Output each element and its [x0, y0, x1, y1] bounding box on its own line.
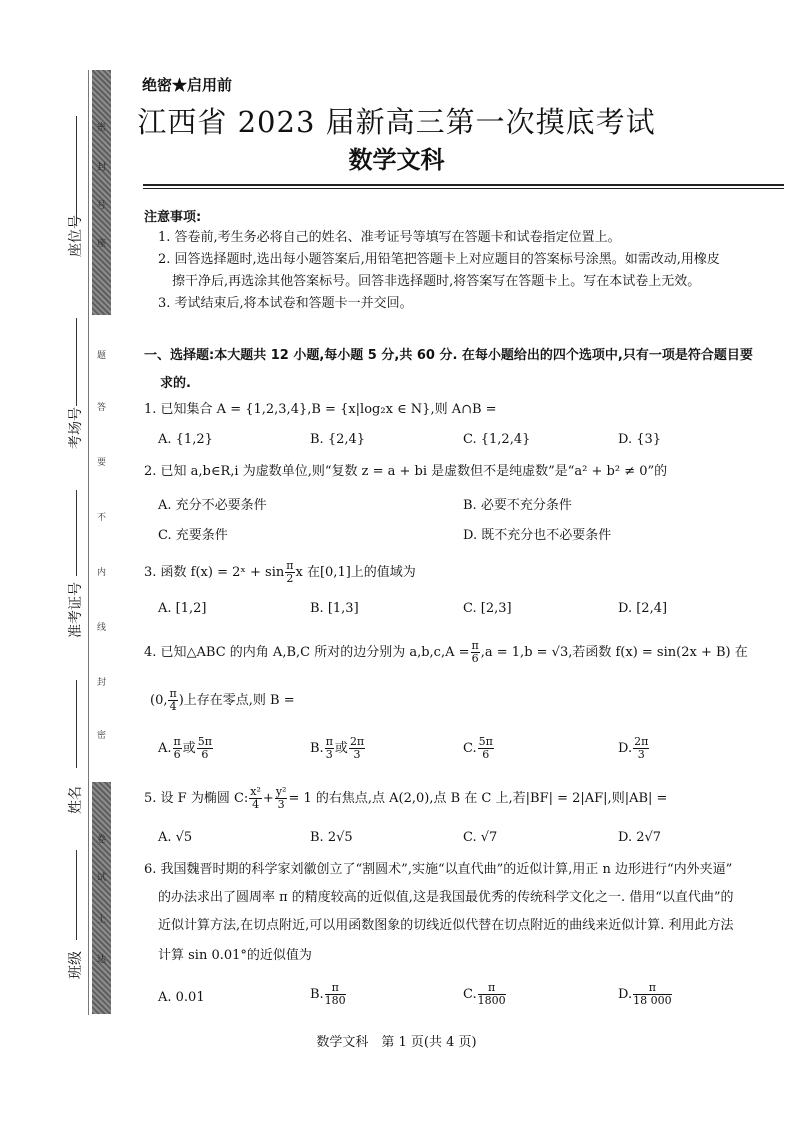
q6-option-b: [310, 982, 347, 1007]
q1-option-c: C. {1,2,4}: [463, 432, 531, 447]
q5-option-a: A. √5: [158, 830, 193, 845]
section-heading: 一、选择题:本大题共 12 小题,每小题 5 分,共 60 分. 在每小题给出的四个选项中,只有一项是符合题目要: [144, 348, 753, 363]
frac-numerator: 5π: [478, 735, 493, 748]
confidential-mark: 绝密★启用前: [142, 76, 233, 94]
name-fill-line: [76, 680, 77, 768]
seal-char: 密: [96, 123, 106, 133]
question-1-stem: 1. 已知集合 A = {1,2,3,4},B = {x|log₂x ∈ N},则 A∩B =: [144, 402, 497, 417]
option-label: B.: [310, 987, 324, 1002]
seal-char: 试: [96, 873, 106, 883]
q5-stem-part: = 1 的右焦点,点 A(2,0),点 B 在 C 上,若|BF| = 2|AF|,则|AB| =: [288, 791, 668, 806]
frac-denominator: 4: [169, 700, 177, 713]
q1-option-b: B. {2,4}: [310, 432, 366, 447]
q4-option-b: [310, 736, 366, 761]
q5-option-d: D. 2√7: [618, 830, 662, 845]
q5-plus: +: [262, 791, 274, 806]
seal-char: 卷: [96, 835, 106, 845]
q4-option-d: [618, 736, 650, 761]
exam-subject: 数学文科: [348, 145, 445, 174]
seal-char: 不: [96, 513, 106, 523]
seal-char: 题: [96, 351, 106, 361]
q2-option-b: B. 必要不充分条件: [463, 498, 572, 513]
seal-char: 封: [96, 678, 106, 688]
binding-gray-bottom: [92, 782, 111, 1014]
name-label: 姓名: [68, 786, 84, 814]
frac-numerator: π: [173, 735, 181, 748]
question-6-line: 的办法求出了圆周率 π 的精度较高的近似值,这是我国最优秀的传统科学文化之一. 借用“以直代曲”的: [158, 890, 734, 905]
frac-numerator: x²: [250, 785, 261, 798]
q3-option-a: A. [1,2]: [158, 601, 207, 616]
option-label: A. 0.01: [158, 990, 205, 1005]
q3-fraction: [285, 560, 294, 585]
seal-char: 号: [96, 201, 106, 211]
option-connector: 或: [182, 741, 196, 756]
seal-char: 内: [96, 568, 106, 578]
question-6-line: 近似计算方法,在切点附近,可以用函数图象的切线近似代替在切点附近的曲线来近似计算. 利用此方法: [158, 918, 734, 933]
q6-option-a: [158, 990, 205, 1005]
q1-option-d: D. {3}: [618, 432, 662, 447]
option-fraction: [633, 736, 649, 761]
q3-option-b: B. [1,3]: [310, 601, 359, 616]
question-3-stem: [144, 560, 416, 585]
option-label: C.: [463, 741, 477, 756]
frac-denominator: 3: [325, 748, 333, 761]
option-label: C.: [463, 987, 477, 1002]
note-item: 擦干净后,再选涂其他答案标号。回答非选择题时,将答案写在答题卡上。写在本试卷上无效。: [172, 274, 701, 289]
q4-stem-part: (0,: [150, 693, 168, 708]
seal-char: 达: [96, 955, 106, 965]
q5-fraction: [249, 786, 262, 811]
frac-numerator: 2π: [349, 735, 365, 748]
frac-denominator: 1800: [477, 994, 506, 1007]
option-connector: 或: [334, 741, 348, 756]
q5-fraction: [275, 786, 288, 811]
seat-number-label: 座位号: [68, 215, 84, 257]
frac-denominator: 3: [353, 748, 361, 761]
exam-title: 江西省 2023 届新高三第一次摸底考试: [137, 105, 656, 139]
note-item: 2. 回答选择题时,选出每小题答案后,用铅笔把答题卡上对应题目的答案标号涂黑。如需改动,用橡皮: [158, 252, 720, 267]
question-5-stem: [144, 786, 667, 811]
frac-numerator: π: [633, 982, 672, 995]
binding-line: [88, 70, 89, 1015]
question-6-line: 计算 sin 0.01°的近似值为: [158, 948, 312, 963]
option-label: B.: [310, 741, 324, 756]
q3-option-c: C. [2,3]: [463, 601, 512, 616]
option-fraction: [478, 736, 494, 761]
q5-option-c: C. √7: [463, 830, 498, 845]
q3-option-d: D. [2,4]: [618, 601, 668, 616]
question-6-line: 6. 我国魏晋时期的科学家刘徽创立了“割圆术”,实施“以直代曲”的近似计算,用正 n 边形进行“内外夹逼”: [144, 862, 733, 877]
option-fraction: [349, 736, 365, 761]
frac-denominator: 2: [286, 572, 294, 585]
q4-fraction: [471, 640, 480, 665]
frac-denominator: 6: [482, 748, 490, 761]
frac-denominator: 3: [277, 798, 285, 811]
q6-option-c: [463, 982, 507, 1007]
option-label: A.: [158, 741, 172, 756]
exam-room-label: 考场号: [68, 407, 84, 449]
option-fraction: [325, 982, 346, 1007]
page-footer: 数学文科 第 1 页(共 4 页): [316, 1035, 477, 1050]
seal-char: 密: [96, 731, 106, 741]
q2-option-c: C. 充要条件: [158, 528, 228, 543]
header-rule: [143, 184, 784, 186]
frac-numerator: π: [325, 982, 346, 995]
question-4-stem: [144, 640, 748, 665]
frac-denominator: 180: [324, 994, 346, 1007]
notes-heading: 注意事项:: [144, 210, 202, 225]
option-fraction: [173, 736, 182, 761]
q6-option-d: [618, 982, 673, 1007]
q5-stem-part: 5. 设 F 为椭圆 C:: [144, 791, 249, 806]
option-fraction: [478, 982, 506, 1007]
seal-char: 答: [96, 403, 106, 413]
q4-stem-part: )上存在零点,则 B =: [178, 693, 295, 708]
q5-option-b: B. 2√5: [310, 830, 353, 845]
option-label: D.: [618, 987, 633, 1002]
q2-option-a: A. 充分不必要条件: [158, 498, 267, 513]
frac-numerator: y²: [275, 785, 287, 798]
class-fill-line: [76, 850, 77, 940]
seal-char: 线: [96, 623, 106, 633]
question-2-stem: 2. 已知 a,b∈R,i 为虚数单位,则“复数 z = a + bi 是虚数但不是纯虚数”是“a² + b² ≠ 0”的: [144, 464, 668, 479]
q3-stem-part: x 在[0,1]上的值域为: [295, 565, 416, 580]
q4-option-c: [463, 736, 495, 761]
option-fraction: [325, 736, 334, 761]
seal-char: 上: [96, 915, 106, 925]
frac-denominator: 3: [637, 748, 645, 761]
q3-stem-part: 3. 函数 f(x) = 2ˣ + sin: [144, 565, 285, 580]
frac-denominator: 6: [173, 748, 181, 761]
frac-numerator: π: [478, 982, 506, 995]
question-4-stem-line2: [150, 688, 295, 713]
option-fraction: [197, 736, 213, 761]
option-fraction: [633, 982, 672, 1007]
section-heading-cont: 求的.: [160, 376, 191, 391]
seal-char: 座: [96, 239, 106, 249]
q1-option-a: A. {1,2}: [158, 432, 213, 447]
frac-numerator: π: [169, 687, 177, 700]
frac-denominator: 18 000: [633, 994, 672, 1007]
q4-option-a: [158, 736, 214, 761]
q4-stem-part: 4. 已知△ABC 的内角 A,B,C 所对的边分别为 a,b,c,A =: [144, 645, 470, 660]
seal-char: 要: [96, 458, 106, 468]
note-item: 3. 考试结束后,将本试卷和答题卡一并交回。: [158, 296, 413, 311]
seal-char: 封: [96, 163, 106, 173]
frac-numerator: 2π: [634, 735, 649, 748]
frac-denominator: 4: [252, 798, 260, 811]
class-label: 班级: [68, 951, 84, 979]
frac-numerator: π: [325, 735, 333, 748]
header-rule: [143, 188, 784, 189]
frac-numerator: π: [286, 559, 294, 572]
frac-denominator: 6: [201, 748, 209, 761]
frac-denominator: 6: [471, 652, 479, 665]
frac-numerator: 5π: [197, 735, 213, 748]
option-label: D.: [618, 741, 633, 756]
ticket-fill-line: [76, 490, 77, 576]
q2-option-d: D. 既不充分也不必要条件: [463, 528, 612, 543]
note-item: 1. 答卷前,考生务必将自己的姓名、准考证号等填写在答题卡和试卷指定位置上。: [158, 230, 621, 245]
frac-numerator: π: [471, 639, 479, 652]
q4-fraction: [168, 688, 177, 713]
q4-stem-part: ,a = 1,b = √3,若函数 f(x) = sin(2x + B) 在: [480, 645, 748, 660]
ticket-number-label: 准考证号: [68, 582, 84, 638]
